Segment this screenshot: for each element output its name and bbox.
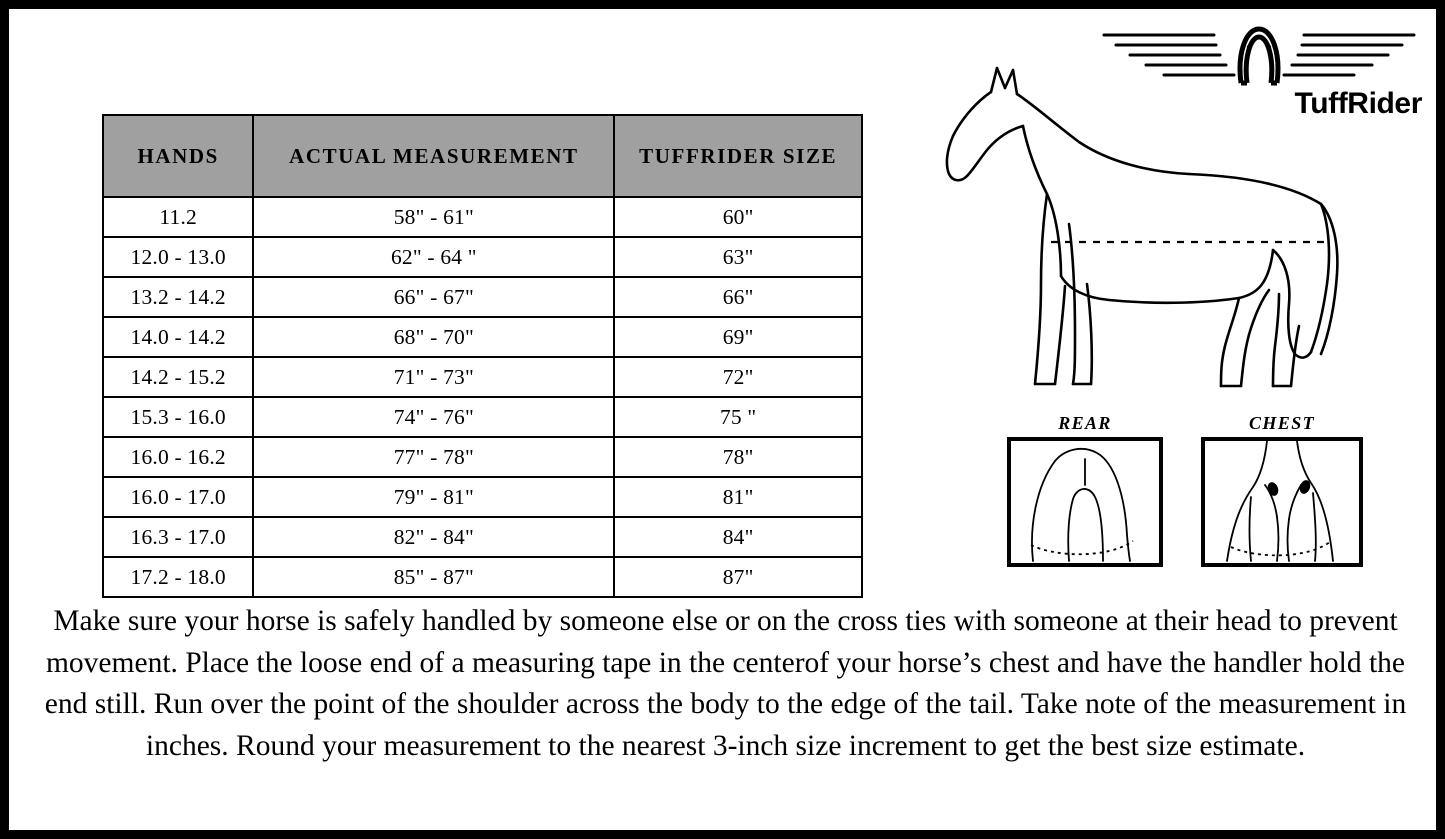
cell-hands: 16.0 - 17.0 — [103, 477, 253, 517]
rear-figure — [1007, 413, 1163, 567]
brand-name: TuffRider — [1294, 87, 1422, 120]
cell-hands: 11.2 — [103, 197, 253, 237]
cell-hands: 12.0 - 13.0 — [103, 237, 253, 277]
column-header-actual-measurement: ACTUAL MEASUREMENT — [253, 115, 614, 197]
cell-actual-measurement: 66" - 67" — [253, 277, 614, 317]
cell-tuffrider-size: 87" — [614, 557, 862, 597]
cell-hands: 14.2 - 15.2 — [103, 357, 253, 397]
cell-actual-measurement: 71" - 73" — [253, 357, 614, 397]
table-row — [103, 517, 862, 557]
cell-hands: 15.3 - 16.0 — [103, 397, 253, 437]
table-row — [103, 397, 862, 437]
cell-actual-measurement: 58" - 61" — [253, 197, 614, 237]
cell-tuffrider-size: 78" — [614, 437, 862, 477]
measuring-instructions: Make sure your horse is safely handled by someone else or on the cross ties with someone at their head to prevent movement. Place the loose end of a measuring tape in the centerof your horse’s chest and have the handler hold the end still. Run over the point of the shoulder across the body to the edge of the tail. Take note of the measurement in inches. Round your measurement to the nearest 3-inch size increment to get the best size estimate. — [44, 605, 1407, 762]
table-row — [103, 477, 862, 517]
cell-hands: 16.3 - 17.0 — [103, 517, 253, 557]
cell-actual-measurement: 79" - 81" — [253, 477, 614, 517]
horse-rear-outline-icon — [1011, 441, 1159, 563]
table-row — [103, 277, 862, 317]
chest-figure — [1201, 413, 1363, 567]
rear-measurement-dashed-line — [1031, 541, 1133, 554]
size-chart-table — [102, 114, 863, 598]
size-table-wrapper — [102, 114, 863, 598]
cell-tuffrider-size: 66" — [614, 277, 862, 317]
column-header-hands: HANDS — [103, 115, 253, 197]
horse-side-figure — [939, 54, 1369, 414]
cell-actual-measurement: 77" - 78" — [253, 437, 614, 477]
cell-hands: 13.2 - 14.2 — [103, 277, 253, 317]
horse-side-outline-icon — [939, 54, 1369, 414]
cell-tuffrider-size: 84" — [614, 517, 862, 557]
cell-tuffrider-size: 81" — [614, 477, 862, 517]
table-row — [103, 237, 862, 277]
cell-hands: 17.2 - 18.0 — [103, 557, 253, 597]
cell-actual-measurement: 82" - 84" — [253, 517, 614, 557]
table-row — [103, 317, 862, 357]
rear-figure-box — [1007, 437, 1163, 567]
cell-hands: 16.0 - 16.2 — [103, 437, 253, 477]
horse-chest-outline-icon — [1205, 441, 1359, 563]
cell-hands: 14.0 - 14.2 — [103, 317, 253, 357]
table-header-row — [103, 115, 862, 197]
cell-tuffrider-size: 75 " — [614, 397, 862, 437]
cell-actual-measurement: 85" - 87" — [253, 557, 614, 597]
chest-figure-box — [1201, 437, 1363, 567]
table-row — [103, 197, 862, 237]
chest-caption: CHEST — [1248, 413, 1316, 433]
cell-actual-measurement: 68" - 70" — [253, 317, 614, 357]
cell-actual-measurement: 62" - 64 " — [253, 237, 614, 277]
table-row — [103, 557, 862, 597]
column-header-tuffrider-size: TUFFRIDER SIZE — [614, 115, 862, 197]
cell-tuffrider-size: 63" — [614, 237, 862, 277]
table-row — [103, 357, 862, 397]
rear-caption: REAR — [1058, 413, 1112, 433]
cell-actual-measurement: 74" - 76" — [253, 397, 614, 437]
table-row — [103, 437, 862, 477]
cell-tuffrider-size: 60" — [614, 197, 862, 237]
cell-tuffrider-size: 69" — [614, 317, 862, 357]
cell-tuffrider-size: 72" — [614, 357, 862, 397]
